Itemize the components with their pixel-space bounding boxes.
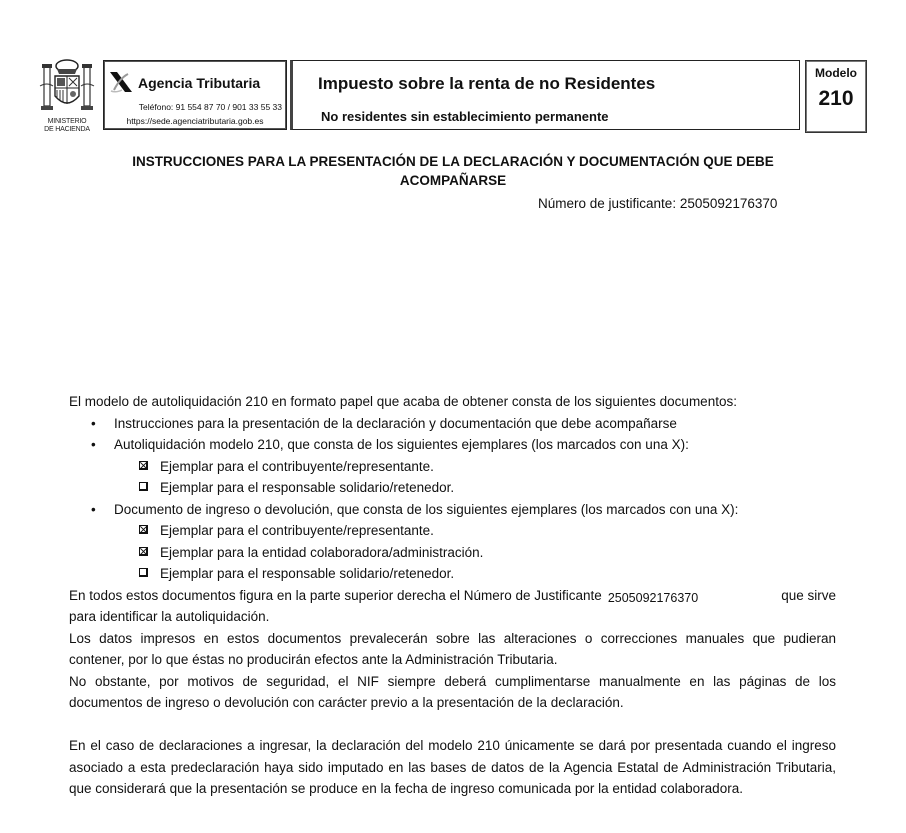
agencia-tributaria-box xyxy=(103,60,287,130)
checkbox-label: Ejemplar para el contribuyente/representante. xyxy=(160,523,434,538)
ministerio-de-hacienda-logo xyxy=(36,56,98,136)
p3-line2: documentos de ingreso o devolución con carácter previo a la presentación de la declaración. xyxy=(69,695,624,710)
p4-line2: asociado a esta predeclaración haya sido imputado en las bases de datos de la Agencia Estatal de Administración Tributaria, xyxy=(69,759,836,775)
list-item xyxy=(69,434,836,456)
checkbox-item xyxy=(69,520,836,542)
paragraph-justificante xyxy=(69,585,836,607)
document-body xyxy=(69,391,836,800)
bullet-icon: • xyxy=(91,501,96,517)
modelo-label: Modelo xyxy=(815,66,857,80)
p4-line1: En el caso de declaraciones a ingresar, la declaración del modelo 210 únicamente se dará por presentada cuando el ingreso xyxy=(69,738,836,753)
page-title-line1: INSTRUCCIONES PARA LA PRESENTACIÓN DE LA DECLARACIÓN Y DOCUMENTACIÓN QUE DEBE xyxy=(132,154,774,169)
modelo-box xyxy=(805,60,867,133)
p1-after: que sirve xyxy=(781,587,836,603)
agencia-phone: Teléfono: 91 554 87 70 / 901 33 55 33 xyxy=(138,102,282,112)
checkbox-label: Ejemplar para el responsable solidario/retenedor. xyxy=(160,566,455,581)
checkbox-item xyxy=(69,542,836,564)
agencia-title: Agencia Tributaria xyxy=(138,75,261,91)
impuesto-box xyxy=(290,60,800,130)
checkbox-item xyxy=(69,477,836,499)
unchecked-box-icon xyxy=(139,482,148,491)
agencia-tributaria-logo-icon xyxy=(108,70,134,99)
modelo-number: 210 xyxy=(818,87,854,110)
checkbox-label: Ejemplar para el contribuyente/representante. xyxy=(160,458,434,474)
checked-box-icon xyxy=(139,525,148,534)
p1-line2: para identificar la autoliquidación. xyxy=(69,609,270,624)
coat-of-arms-icon xyxy=(39,56,95,118)
p4-line3: que considerará que la presentación se produce en la fecha de ingreso comunicada por la entidad colaboradora. xyxy=(69,781,743,796)
page-title xyxy=(60,152,846,190)
checkbox-label: Ejemplar para la entidad colaboradora/administración. xyxy=(160,544,484,560)
p1-text: En todos estos documentos figura en la parte superior derecha el Número de Justificante xyxy=(69,587,602,603)
list-item xyxy=(69,499,836,521)
intro-text: El modelo de autoliquidación 210 en formato papel que acaba de obtener consta de los siguientes documentos: xyxy=(69,394,737,409)
checkbox-item xyxy=(69,563,836,585)
ministerio-line1: MINISTERIO xyxy=(47,118,87,125)
agencia-url: https://sede.agenciatributaria.gob.es xyxy=(126,116,264,126)
list-item xyxy=(69,413,836,435)
bullet-icon: • xyxy=(91,437,96,452)
impuesto-subtitle: No residentes sin establecimiento permanente xyxy=(321,109,609,124)
bullet-icon: • xyxy=(91,415,96,431)
ministerio-line2: DE HACIENDA xyxy=(44,126,90,133)
list-item-text: Autoliquidación modelo 210, que consta de los siguientes ejemplares (los marcados con una X): xyxy=(114,437,689,452)
p2-line2: contener, por lo que éstas no producirán efectos ante la Administración Tributaria. xyxy=(69,652,558,667)
p1-number: 2505092176370 xyxy=(607,590,699,605)
page-title-line2: ACOMPAÑARSE xyxy=(399,173,507,188)
checked-box-icon xyxy=(139,547,148,556)
checkbox-item xyxy=(69,456,836,478)
impuesto-title: Impuesto sobre la renta de no Residentes xyxy=(318,74,656,93)
checked-box-icon xyxy=(139,461,148,470)
list-item-text: Documento de ingreso o devolución, que consta de los siguientes ejemplares (los marcados con una X): xyxy=(114,501,739,517)
p3-line1: No obstante, por motivos de seguridad, el NIF siempre deberá cumplimentarse manualmente en las páginas de los xyxy=(69,673,836,689)
justificante-number: Número de justificante: 2505092176370 xyxy=(538,196,778,211)
p2-line1: Los datos impresos en estos documentos prevalecerán sobre las alteraciones o correcciones manuales que pudieran xyxy=(69,630,836,646)
unchecked-box-icon xyxy=(139,568,148,577)
checkbox-label: Ejemplar para el responsable solidario/retenedor. xyxy=(160,480,455,495)
list-item-text: Instrucciones para la presentación de la declaración y documentación que debe acompañarse xyxy=(114,415,677,431)
